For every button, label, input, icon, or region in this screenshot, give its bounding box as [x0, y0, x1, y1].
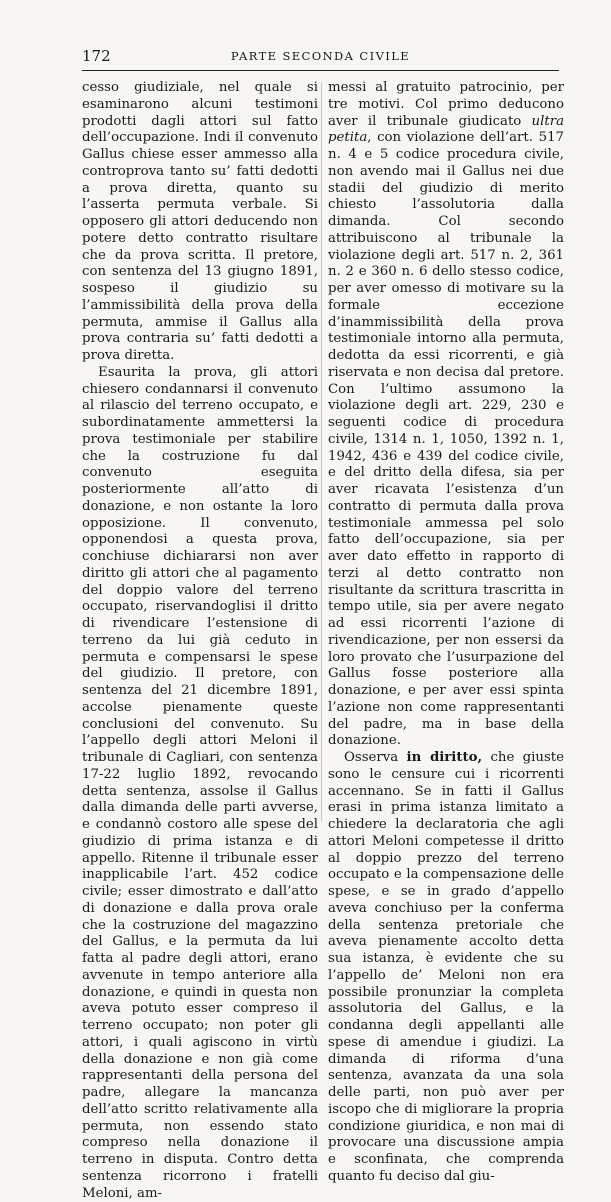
page-header [82, 47, 559, 67]
paragraph: cesso giudiziale, nel quale si esaminarono alcuni testimoni prodotti dagli attori sul fatto dell’occupazione. Indi il convenuto Gallus chiese esser ammesso alla controprova tanto su’ fatti dedotti a prova diretta, quanto su l’asserta permuta verbale. Si opposero gli attori deducendo non potere detto contratto risultare che da prova scritta. Il pretore, con sentenza del 13 giugno 1891, sospeso il giudizio su l’ammissibilità della prova della permuta, ammise il Gallus alla prova contraria su’ fatti dedotti a prova diretta. [82, 80, 318, 363]
italic-phrase: ultra petita [328, 113, 564, 146]
text-run: , con violazione dell’art. 517 n. 4 e 5 codice procedura civile, non avendo mai il Gallus nei due stadii del giudizio di merito chiesto l’assolutoria dalla dimanda. Col secondo attribuiscono al tribunale la violazione degli art. 517 n. 2, 361 n. 2 e 360 n. 6 dello stesso codice, per aver omesso di motivare su la formale eccezione d’inammissibilità della prova testimoniale intorno alla permuta, dedotta da essi ricorrenti, e già riservata e non decisa dal pretore. Con l’ultimo assumono la violazione degli art. 229, 230 e seguenti codice di procedura civile, 1314 n. 1, 1050, 1392 n. 1, 1942, 436 e 439 del codice civile, e del dritto della difesa, sia per aver ricavata l’esistenza d’un contratto di permuta dalla prova testimoniale ammessa pel solo fatto dell’occupazione, sia per aver dato effetto in rapporto di terzi al detto contratto non risultante da scrittura trascritta in tempo utile, sia per avere negato ad essi ricorrenti l’azione di rivendicazione, per non essersi da loro provato che l’usurpazione del Gallus fosse posteriore alla donazione, e per aver essi spinta l’azione non come rappresentanti del padre, ma in base della donazione. [328, 130, 564, 749]
text-run: Osserva [344, 750, 407, 765]
running-head: PARTE SECONDA CIVILE [230, 49, 411, 63]
header-rule [82, 70, 559, 71]
right-column [328, 80, 564, 1186]
text-run: che giuste sono le censure cui i ricorrenti accennano. Se in fatti il Gallus erasi in prima istanza limitato a chiedere la declaratoria che agli attori Meloni competesse il dritto al doppio prezzo del terreno occupato e la compensazione delle spese, e se in grado d’appello aveva conchiuso per la conferma della sentenza pretoriale che aveva pienamente accolto detta sua istanza, è evidente che su l’appello de’ Meloni non era possibile pronunziar la completa assolutoria del Gallus, e la condanna degli appellanti alle spese di amendue i giudizi. La dimanda di riforma d’una sentenza, avanzata da una sola delle parti, non può aver per iscopo che di migliorare la propria condizione giuridica, e non mai di provocare una discussione ampia e sconfinata, che comprenda quanto fu deciso dal giu- [328, 750, 564, 1184]
paragraph [328, 80, 564, 750]
column-divider [321, 82, 322, 822]
paragraph: Esaurita la prova, gli attori chiesero condannarsi il convenuto al rilascio del terreno occupato, e subordinatamente ammettersi la prova testimoniale per stabilire che la costruzione fu dal convenuto eseguita posteriormente all’atto di donazione, e non ostante la loro opposizione. Il convenuto, opponendosi a questa prova, conchiuse dichiararsi non aver diritto gli attori che al pagamento del doppio valore del terreno occupato, riservandoglisi il dritto di rivendicare l’estensione di terreno da lui già ceduto in permuta e compensarsi le spese del giudizio. Il pretore, con sentenza del 21 dicembre 1891, accolse pienamente queste conclusioni del convenuto. Su l’appello degli attori Meloni il tribunale di Cagliari, con sentenza 17-22 luglio 1892, revocando detta sentenza, assolse il Gallus dalla dimanda delle parti avverse, e condannò costoro alle spese del giudizio di prima istanza e di appello. Ritenne il tribunale esser inapplicabile l’art. 452 codice civile; esser dimostrato e dall’atto di donazione e dalla prova orale che la costruzione del magazzino del Gallus, e la permuta da lui fatta al padre degli attori, erano avvenute in tempo anteriore alla donazione, e quindi in questa non aveva potuto esser compreso il terreno occupato; non poter gli attori, i quali agiscono in virtù della donazione e non già come rappresentanti della persona del padre, allegare la mancanza dell’atto scritto relativamente alla permuta, non essendo stato compreso nella donazione il terreno in disputa. Contro detta sentenza ricorrono i fratelli Meloni, am- [82, 364, 318, 1201]
page-number: 172 [82, 47, 111, 65]
text-run: messi al gratuito patrocinio, per tre motivi. Col primo deducono aver il tribunale giudicato [328, 80, 564, 129]
bold-phrase: in diritto, [406, 750, 483, 765]
left-column [82, 80, 318, 1202]
paragraph [328, 750, 564, 1186]
